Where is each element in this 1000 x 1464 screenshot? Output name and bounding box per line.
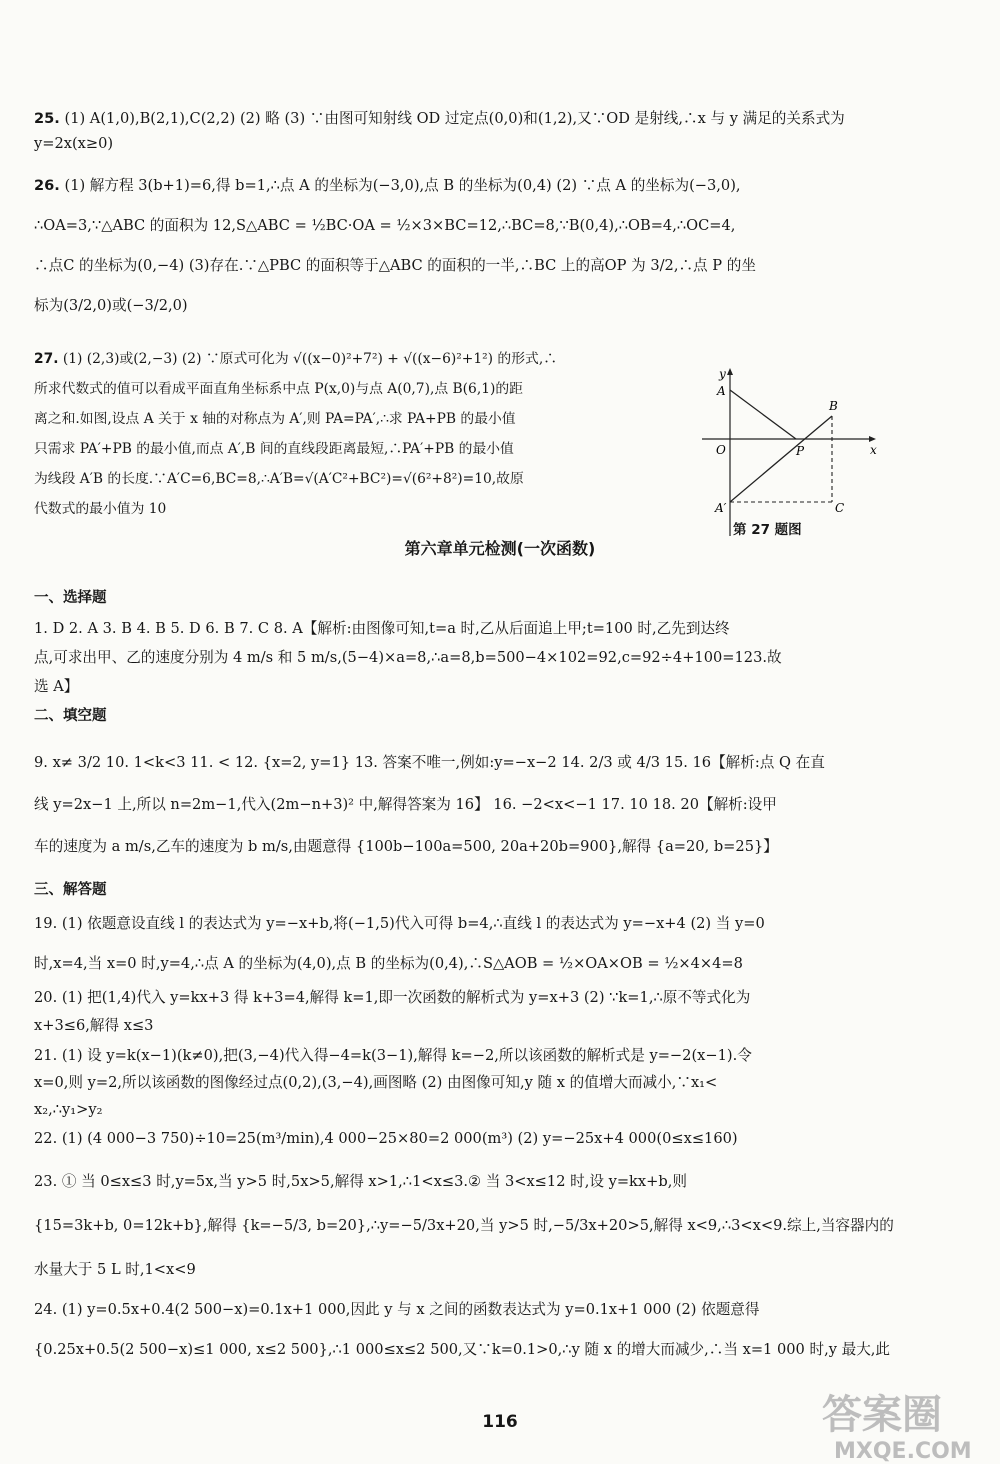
line: x₂,∴y₁>y₂ <box>34 1101 103 1118</box>
line: 点,可求出甲、乙的速度分别为 4 m/s 和 5 m/s,(5−4)×a=8,∴a=8,b=500−4×102=92,c=92÷4+100=123.故 <box>34 649 782 666</box>
watermark-logo <box>812 1382 1000 1464</box>
label-p: P <box>796 444 805 458</box>
line: 20. (1) 把(1,4)代入 y=kx+3 得 k+3=4,解得 k=1,即一次函数的解析式为 y=x+3 (2) ∵k=1,∴原不等式化为 <box>34 989 751 1006</box>
line: 离之和.如图,设点 A 关于 x 轴的对称点为 A′,则 PA=PA′,∴求 PA+PB 的最小值 <box>34 411 516 427</box>
line: 所求代数式的值可以看成平面直角坐标系中点 P(x,0)与点 A(0,7),点 B(6,1)的距 <box>34 381 523 397</box>
choice-answers <box>34 614 914 701</box>
line: x+3≤6,解得 x≤3 <box>34 1017 154 1034</box>
chapter-title: 第六章单元检测(一次函数) <box>404 539 596 558</box>
question-25 <box>34 106 914 156</box>
line: 为线段 A′B 的长度.∵A′C=6,BC=8,∴A′B=√(A′C²+BC²)=√(6²+8²)=10,故原 <box>34 471 524 487</box>
label-a: A <box>717 384 726 398</box>
line: 标为(3/2,0)或(−3/2,0) <box>34 297 188 314</box>
question-19 <box>34 904 914 984</box>
line: 22. (1) (4 000−3 750)÷10=25(m³/min),4 000−25×80=2 000(m³) (2) y=−25x+4 000(0≤x≤160) <box>34 1130 738 1147</box>
label-o: O <box>716 443 726 457</box>
question-22 <box>34 1126 914 1152</box>
line: ∴OA=3,∵△ABC 的面积为 12,S△ABC = ½BC·OA = ½×3×BC=12,∴BC=8,∵B(0,4),∴OB=4,∴OC=4, <box>34 217 736 234</box>
line: ∴点C 的坐标为(0,−4) (3)存在.∵△PBC 的面积等于△ABC 的面积的一半,∴BC 上的高OP 为 3/2,∴点 P 的坐 <box>34 257 756 274</box>
question-27 <box>34 344 694 524</box>
question-number: 27. <box>34 351 59 367</box>
watermark-small-text: MXQE.COM <box>834 1439 972 1464</box>
line: 选 A】 <box>34 678 79 695</box>
line: 19. (1) 依题意设直线 l 的表达式为 y=−x+b,将(−1,5)代入可得 b=4,∴直线 l 的表达式为 y=−x+4 (2) 当 y=0 <box>34 915 765 932</box>
figure-caption: 第 27 题图 <box>733 522 802 538</box>
question-number: 25. <box>34 110 60 127</box>
line: 水量大于 5 L 时,1<x<9 <box>34 1261 196 1278</box>
label-x: x <box>870 443 877 457</box>
section-choice-heading: 一、选择题 <box>34 590 107 606</box>
question-20 <box>34 984 914 1040</box>
question-text: (1) A(1,0),B(2,1),C(2,2) (2) 略 (3) ∵由图可知射线 OD 过定点(0,0)和(1,2),又∵OD 是射线,∴x 与 y 满足的关系式为 y=2x(x≥0) <box>34 110 845 152</box>
question-23 <box>34 1160 914 1292</box>
line: x=0,则 y=2,所以该函数的图像经过点(0,2),(3,−4),画图略 (2) 由图像可知,y 随 x 的值增大而减小,∵x₁< <box>34 1074 718 1091</box>
question-number: 26. <box>34 177 60 194</box>
label-b: B <box>829 399 838 413</box>
line: 1. D 2. A 3. B 4. B 5. D 6. B 7. C 8. A【解析:由图像可知,t=a 时,乙从后面追上甲;t=100 时,乙先到达终 <box>34 620 730 637</box>
line: 只需求 PA′+PB 的最小值,而点 A′,B 间的直线段距离最短,∴PA′+PB 的最小值 <box>34 441 514 457</box>
question-24 <box>34 1290 914 1370</box>
line: {0.25x+0.5(2 500−x)≤1 000, x≤2 500},∴1 000≤x≤2 500,又∵k=0.1>0,∴y 随 x 的增大而减少,∴当 x=1 000 时,y 最大,此 <box>34 1341 891 1358</box>
fill-answers <box>34 742 914 868</box>
watermark-big-text: 答案圈 <box>822 1392 942 1438</box>
line: 时,x=4,当 x=0 时,y=4,∴点 A 的坐标为(4,0),点 B 的坐标为(0,4),∴S△AOB = ½×OA×OB = ½×4×4=8 <box>34 955 743 972</box>
question-21 <box>34 1042 914 1123</box>
section-fill-heading: 二、填空题 <box>34 708 107 724</box>
page-number: 116 <box>482 1412 518 1432</box>
figure-27 <box>702 364 892 536</box>
question-26 <box>34 166 914 326</box>
line: 21. (1) 设 y=k(x−1)(k≠0),把(3,−4)代入得−4=k(3−1),解得 k=−2,所以该函数的解析式是 y=−2(x−1).令 <box>34 1047 752 1064</box>
line: 线 y=2x−1 上,所以 n=2m−1,代入(2m−n+3)² 中,解得答案为 16】 16. −2<x<−1 17. 10 18. 20【解析:设甲 <box>34 796 777 813</box>
section-solution-heading: 三、解答题 <box>34 882 107 898</box>
line: 24. (1) y=0.5x+0.4(2 500−x)=0.1x+1 000,因此 y 与 x 之间的函数表达式为 y=0.1x+1 000 (2) 依题意得 <box>34 1301 760 1318</box>
y-axis-arrow <box>727 368 733 375</box>
line: 代数式的最小值为 10 <box>34 501 167 517</box>
x-axis-arrow <box>869 436 876 442</box>
line: 车的速度为 a m/s,乙车的速度为 b m/s,由题意得 {100b−100a=500, 20a+20b=900},解得 {a=20, b=25}】 <box>34 838 778 855</box>
line: 9. x≠ 3/2 10. 1<k<3 11. < 12. {x=2, y=1} 13. 答案不唯一,例如:y=−x−2 14. 2/3 或 4/3 15. 16【解析:点 Q 在直 <box>34 754 825 771</box>
segment-a2b <box>730 416 832 502</box>
label-a-prime: A′ <box>715 501 727 515</box>
line: {15=3k+b, 0=12k+b},解得 {k=−5/3, b=20},∴y=−5/3x+20,当 y>5 时,−5/3x+20>5,解得 x<9,∴3<x<9.综上,当容器内的 <box>34 1217 894 1234</box>
label-y: y <box>719 367 726 381</box>
line: (1) (2,3)或(2,−3) (2) ∵原式可化为 √((x−0)²+7²) + √((x−6)²+1²) 的形式,∴ <box>62 351 557 367</box>
label-c: C <box>835 501 845 515</box>
line: (1) 解方程 3(b+1)=6,得 b=1,∴点 A 的坐标为(−3,0),点 B 的坐标为(0,4) (2) ∵点 A 的坐标为(−3,0), <box>64 177 741 194</box>
line: 23. ① 当 0≤x≤3 时,y=5x,当 y>5 时,5x>5,解得 x>1,∴1<x≤3.② 当 3<x≤12 时,设 y=kx+b,则 <box>34 1173 687 1190</box>
segment-ap <box>730 390 796 439</box>
